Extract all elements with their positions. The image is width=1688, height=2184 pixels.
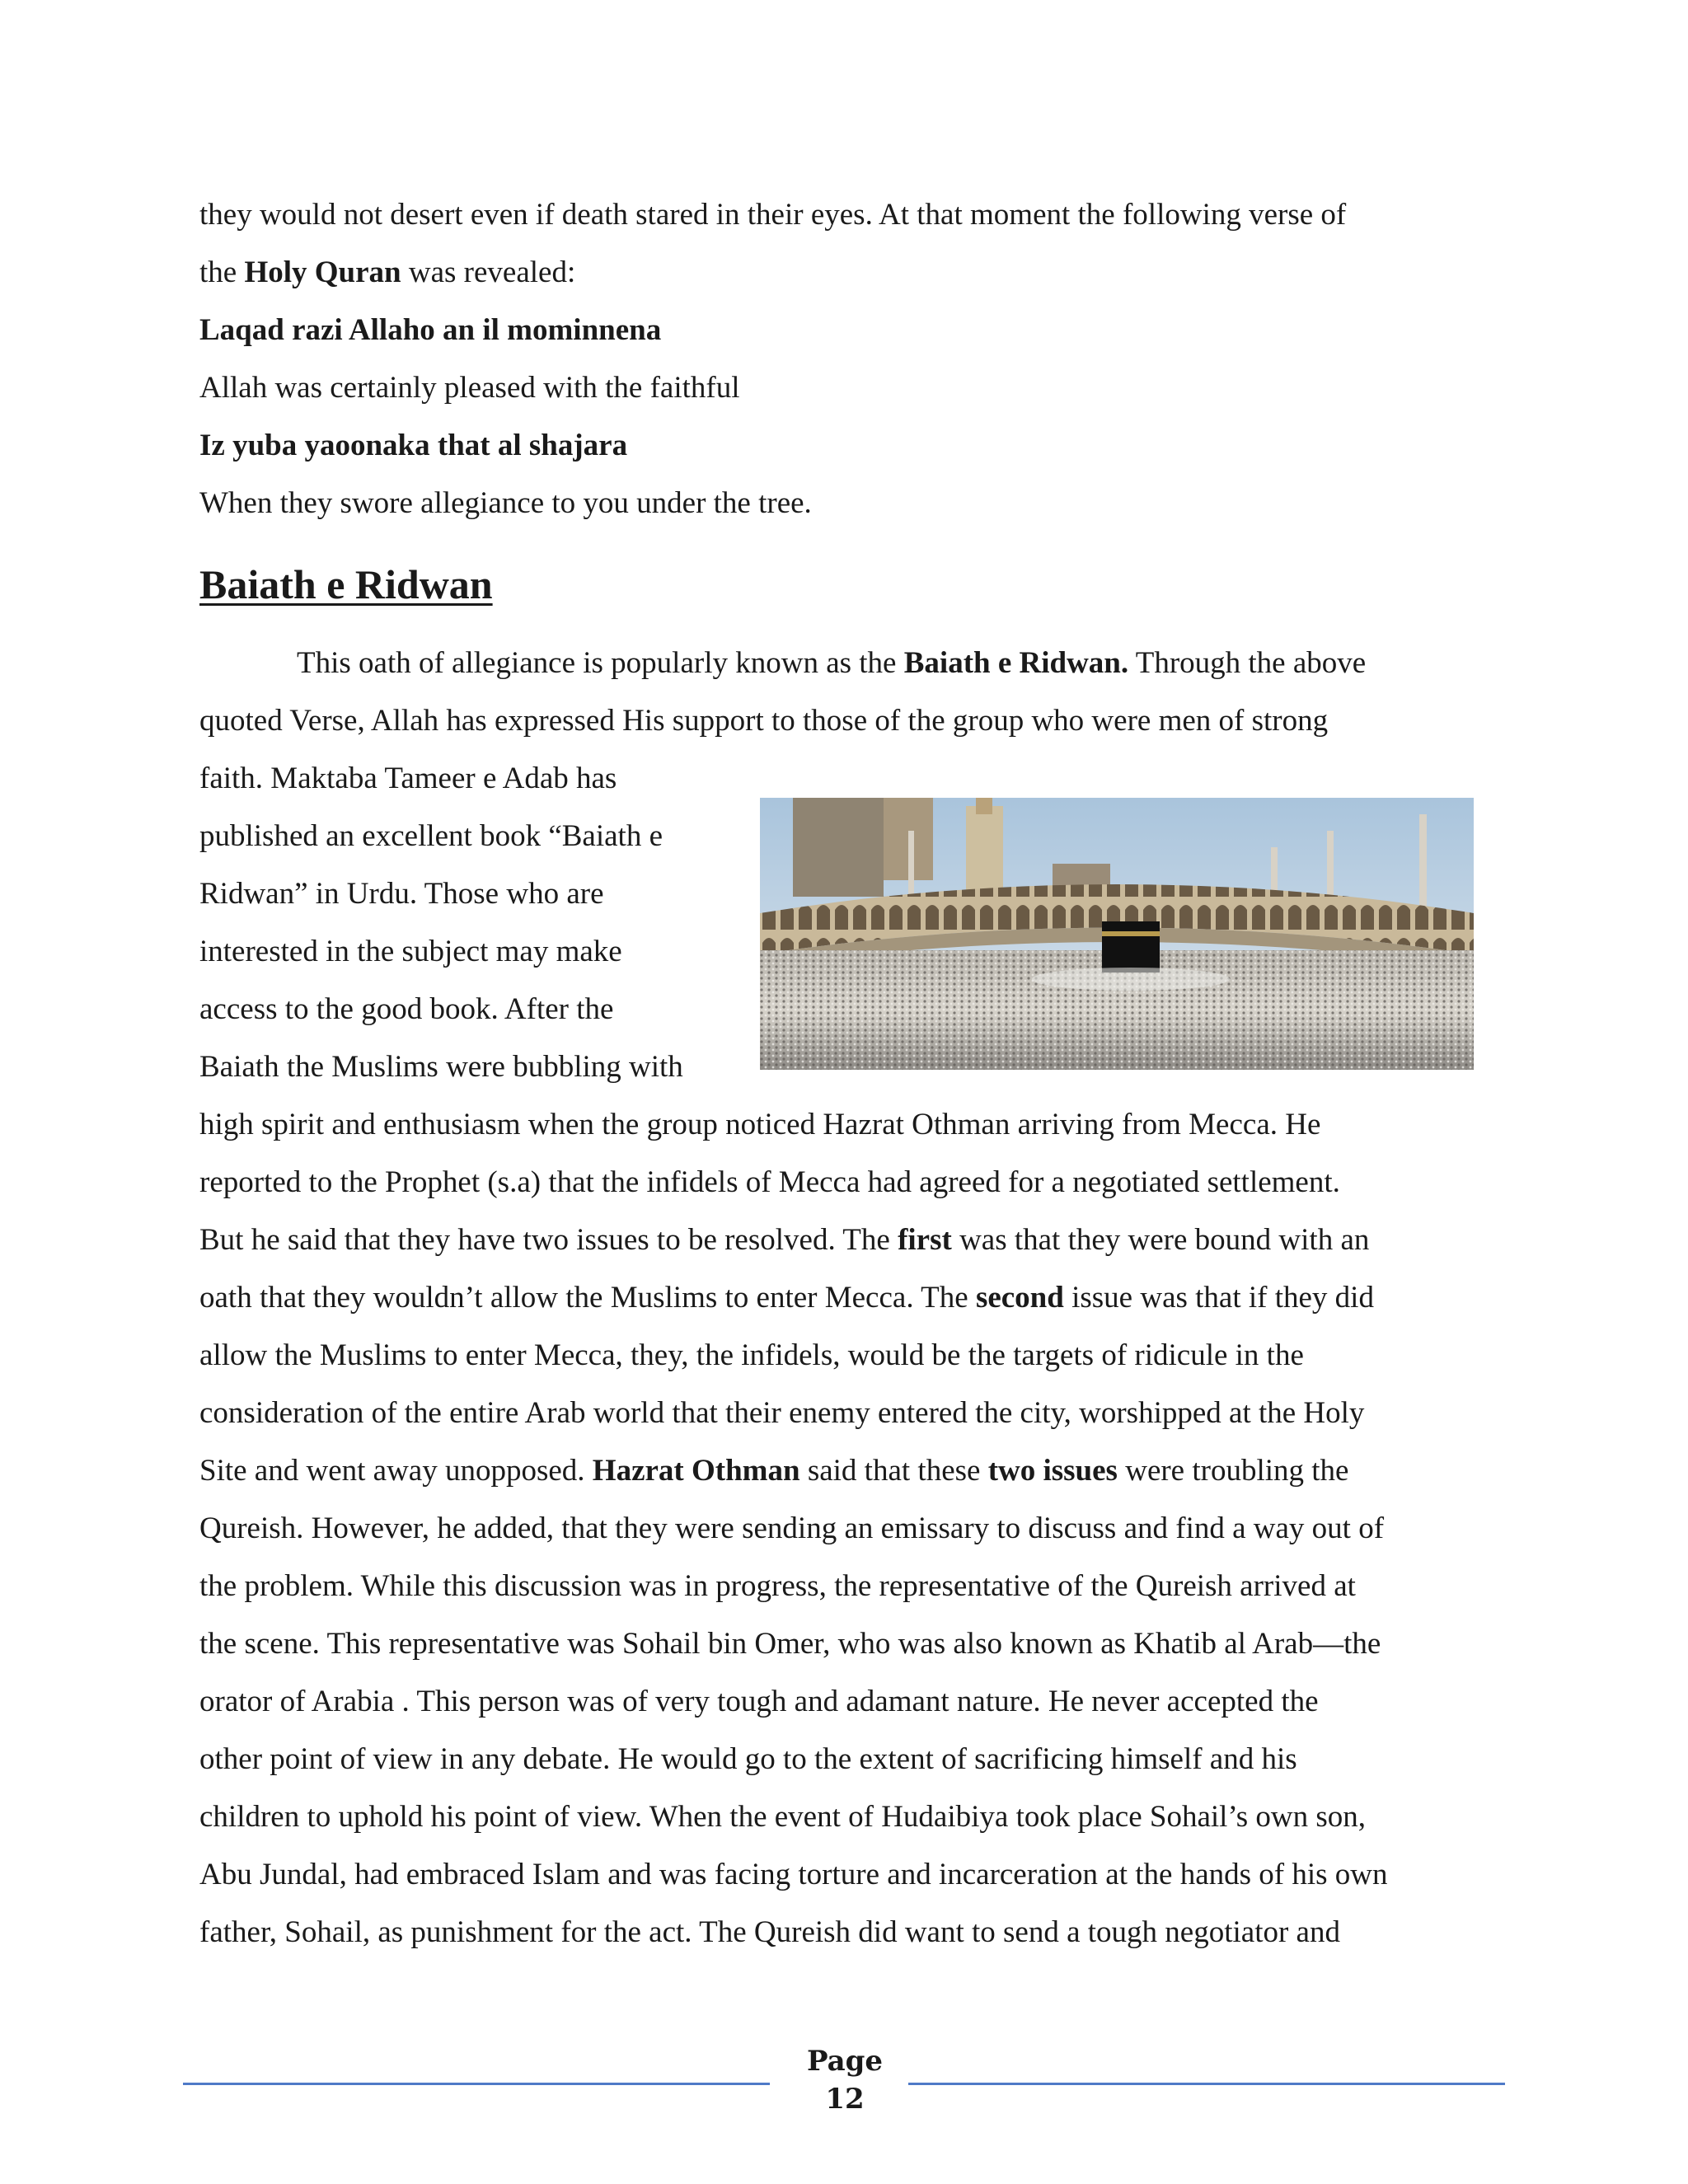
text-run: father, Sohail, as punishment for the act. The Qureish did want to send a tough negotiator and	[199, 1915, 1340, 1949]
bold-run: first	[898, 1223, 952, 1257]
text-run: the	[199, 255, 245, 289]
text-run: allow the Muslims to enter Mecca, they, the infidels, would be the targets of ridicule in the	[199, 1338, 1304, 1372]
text-run: Site and went away unopposed.	[199, 1454, 593, 1488]
intro-paragraph	[199, 635, 1493, 750]
text-line	[199, 1212, 1493, 1269]
bold-run: Hazrat Othman	[592, 1454, 800, 1488]
text-run: reported to the Prophet (s.a) that the infidels of Mecca had agreed for a negotiated settlement.	[199, 1165, 1340, 1199]
text-line	[199, 1615, 1493, 1673]
text-line	[199, 1673, 1493, 1731]
page-number-value: 12	[825, 2083, 865, 2116]
text-run: interested in the subject may make	[199, 935, 622, 968]
text-run: Allah was certainly pleased with the faithful	[199, 371, 740, 405]
bold-run: Baiath e Ridwan.	[903, 646, 1129, 680]
text-line	[199, 1442, 1493, 1500]
text-line	[199, 1788, 1493, 1846]
text-run: oath that they wouldn’t allow the Muslims to enter Mecca. The	[199, 1281, 976, 1315]
text-line	[199, 1846, 1493, 1904]
text-line	[199, 1154, 1493, 1212]
text-line	[199, 1385, 1493, 1442]
text-run: said that these	[799, 1454, 988, 1488]
text-run: was revealed:	[401, 255, 576, 289]
text-run: Through the above	[1128, 646, 1367, 680]
text-line	[199, 359, 1493, 417]
text-line	[199, 475, 1493, 532]
text-line	[199, 1327, 1493, 1385]
text-line	[199, 302, 1493, 359]
verse-paragraph	[199, 186, 1493, 532]
text-run: issue was that if they did	[1063, 1281, 1374, 1315]
text-line	[199, 1558, 1493, 1615]
text-run: published an excellent book “Baiath e	[199, 819, 663, 853]
text-run: consideration of the entire Arab world that their enemy entered the city, worshipped at the Holy	[199, 1396, 1365, 1430]
text-line	[199, 865, 743, 923]
page-number	[779, 2042, 911, 2118]
bold-run: two issues	[987, 1454, 1118, 1488]
body-paragraph	[199, 1096, 1493, 1961]
page-label: Page	[806, 2045, 884, 2078]
bold-run: second	[975, 1281, 1064, 1315]
text-line	[199, 808, 743, 865]
text-run: the scene. This representative was Sohail bin Omer, who was also known as Khatib al Arab—the	[199, 1627, 1381, 1661]
text-run: quoted Verse, Allah has expressed His support to those of the group who were men of strong	[199, 704, 1329, 738]
text-run: the problem. While this discussion was in progress, the representative of the Qureish arrived at	[199, 1569, 1356, 1603]
text-line	[199, 1038, 743, 1096]
text-run: were troubling the	[1117, 1454, 1349, 1488]
text-run: This oath of allegiance is popularly known as the	[297, 646, 904, 680]
text-run: When they swore allegiance to you under the tree.	[199, 486, 812, 520]
text-run: Abu Jundal, had embraced Islam and was facing torture and incarceration at the hands of his own	[199, 1858, 1388, 1891]
text-run: But he said that they have two issues to be resolved. The	[199, 1223, 898, 1257]
bold-run: Holy Quran	[244, 255, 401, 289]
text-line	[199, 1731, 1493, 1788]
text-line	[199, 417, 1493, 475]
text-run: Ridwan” in Urdu. Those who are	[199, 877, 604, 911]
text-run: Qureish. However, he added, that they were sending an emissary to discuss and find a way out of	[199, 1511, 1385, 1545]
text-run: Baiath the Muslims were bubbling with	[199, 1050, 683, 1084]
text-run: high spirit and enthusiasm when the group noticed Hazrat Othman arriving from Mecca. He	[199, 1108, 1321, 1141]
text-run: faith. Maktaba Tameer e Adab has	[199, 762, 617, 795]
bold-run: Laqad razi Allaho an il mominnena	[199, 313, 662, 347]
text-line	[199, 1904, 1493, 1961]
text-line	[199, 692, 1493, 750]
text-run: orator of Arabia . This person was of very tough and adamant nature. He never accepted the	[199, 1685, 1319, 1718]
section-heading: Baiath e Ridwan	[199, 561, 493, 607]
text-run: children to uphold his point of view. When the event of Hudaibiya took place Sohail’s own son,	[199, 1800, 1366, 1834]
text-line	[199, 635, 1493, 692]
text-line	[199, 244, 1493, 302]
text-line	[199, 186, 1493, 244]
text-line	[199, 1269, 1493, 1327]
text-line	[199, 1500, 1493, 1558]
wrapped-paragraph	[199, 750, 743, 1096]
bold-run: Iz yuba yaoonaka that al shajara	[199, 429, 628, 462]
text-run: was that they were bound with an	[951, 1223, 1370, 1257]
text-line	[199, 750, 743, 808]
footer-rule-left	[183, 2083, 770, 2085]
text-run: other point of view in any debate. He would go to the extent of sacrificing himself and his	[199, 1742, 1297, 1776]
text-line	[199, 981, 743, 1038]
text-run: they would not desert even if death stared in their eyes. At that moment the following verse of	[199, 198, 1347, 232]
text-run: access to the good book. After the	[199, 992, 614, 1026]
text-line	[199, 923, 743, 981]
footer-rule-right	[908, 2083, 1505, 2085]
kaaba-photo	[760, 798, 1474, 1070]
text-line	[199, 1096, 1493, 1154]
